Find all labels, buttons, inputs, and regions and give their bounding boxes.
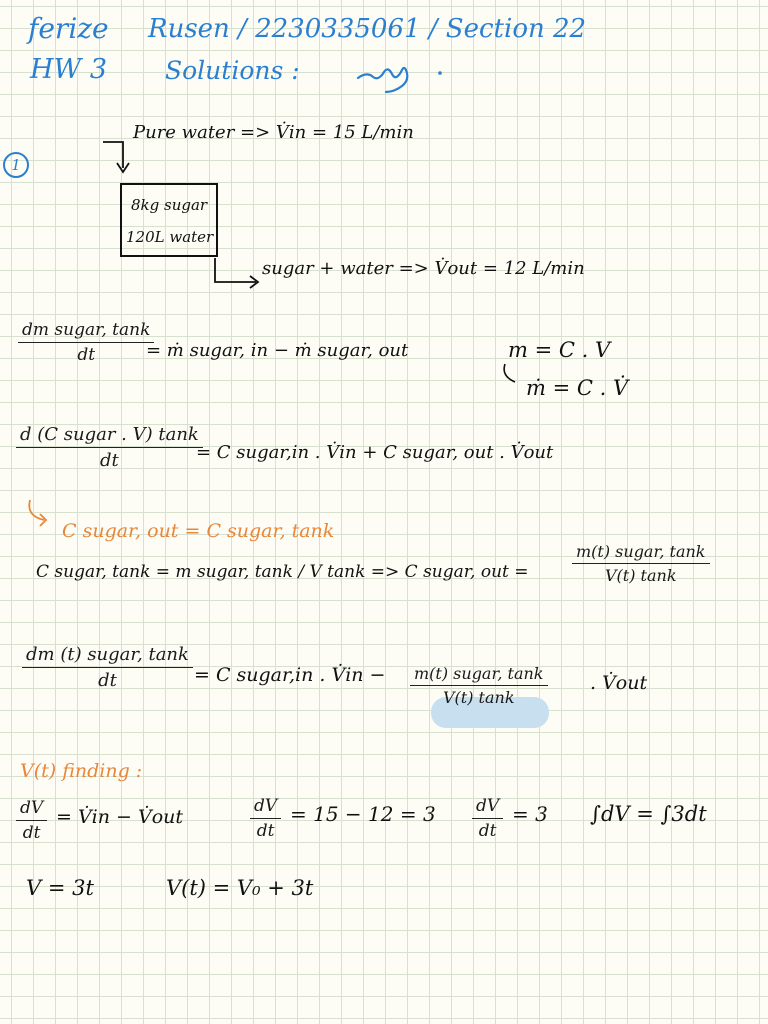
eq4-rhs-denominator: V(t) tank <box>442 688 515 707</box>
eq2-lhs-fraction <box>16 424 203 471</box>
header-title: Rusen / 2230335061 / Section 22 <box>148 14 587 44</box>
finding3-denominator: dt <box>478 821 497 841</box>
eq4-lhs-fraction <box>22 644 193 691</box>
eq1-lhs-fraction <box>18 320 154 365</box>
eq1-rhs: = ṁ sugar, in − ṁ sugar, out <box>146 340 409 361</box>
finding1-fraction <box>16 798 47 843</box>
solutions-label: Solutions : <box>165 56 300 85</box>
eq2-lhs-numerator: d (C sugar . V) tank <box>16 424 203 448</box>
finding2-rhs: = 15 − 12 = 3 <box>290 802 436 826</box>
author-name: ferize <box>28 12 109 45</box>
integral-equation: ∫dV = ∫3dt <box>590 802 707 826</box>
finding2-fraction <box>250 796 281 841</box>
finding1-rhs: = V̇in − V̇out <box>56 806 184 828</box>
outflow-label: sugar + water => V̇out = 12 L/min <box>262 258 585 279</box>
finding3-numerator: dV <box>472 796 503 819</box>
eq4-rhs-numerator: m(t) sugar, tank <box>410 664 548 686</box>
eq1-note-mass: m = C . V <box>508 338 611 362</box>
inflow-label: Pure water => V̇in = 15 L/min <box>133 122 414 143</box>
result-volume-function: V(t) = V₀ + 3t <box>166 876 314 900</box>
finding-heading: V(t) finding : <box>20 760 143 782</box>
eq3-line1: C sugar, out = C sugar, tank <box>62 520 335 542</box>
hw-label: HW 3 <box>30 54 108 85</box>
eq3-rhs-denominator: V(t) tank <box>604 566 677 585</box>
eq2-rhs: = C sugar,in . V̇in + C sugar, out . V̇out <box>196 442 554 463</box>
finding2-denominator: dt <box>256 821 275 841</box>
tank-contents-water: 120L water <box>126 228 214 246</box>
eq3-rhs-numerator: m(t) sugar, tank <box>572 542 710 564</box>
eq3-line2: C sugar, tank = m sugar, tank / V tank => C sugar, out = <box>36 562 529 582</box>
problem-number-badge: 1 <box>3 152 29 178</box>
eq1-lhs-numerator: dm sugar, tank <box>18 320 154 343</box>
tank-contents-sugar: 8kg sugar <box>131 196 208 214</box>
eq3-rhs-fraction <box>572 542 710 585</box>
eq4-lhs-denominator: dt <box>98 670 117 691</box>
finding1-numerator: dV <box>16 798 47 821</box>
eq4-lhs-numerator: dm (t) sugar, tank <box>22 644 193 668</box>
finding1-denominator: dt <box>22 823 41 843</box>
eq2-lhs-denominator: dt <box>100 450 119 471</box>
eq1-lhs-denominator: dt <box>77 345 96 365</box>
finding3-rhs: = 3 <box>512 802 548 826</box>
finding3-fraction <box>472 796 503 841</box>
finding2-numerator: dV <box>250 796 281 819</box>
result-volume-simple: V = 3t <box>26 876 94 900</box>
eq4-tail: . V̇out <box>590 672 648 694</box>
eq4-middle: = C sugar,in . V̇in − <box>194 664 386 686</box>
eq4-rhs-fraction <box>410 664 548 707</box>
eq1-note-massflow: ṁ = C . V̇ <box>526 376 629 400</box>
